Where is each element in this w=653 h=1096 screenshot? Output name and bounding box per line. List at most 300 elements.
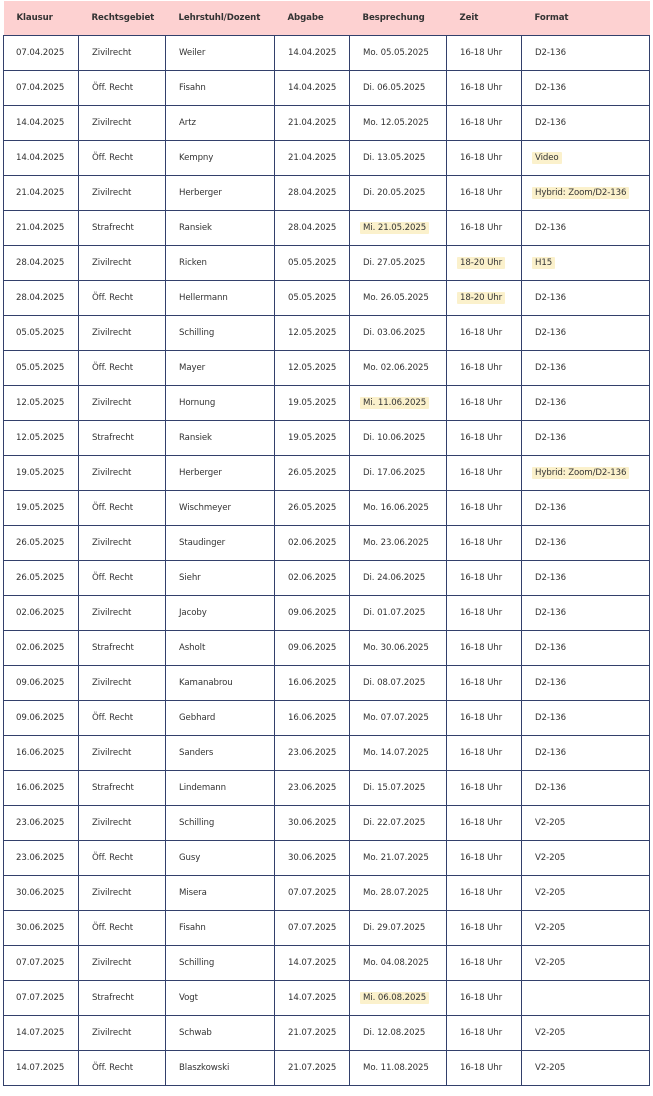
cell-rechtsgebiet [79,316,166,351]
cell-rechtsgebiet-text: Zivilrecht [92,48,132,58]
cell-dozent-text: Hellermann [179,293,228,303]
cell-besprechung-text: Di. 06.05.2025 [363,83,426,93]
cell-zeit-text: 16-18 Uhr [460,958,503,968]
schedule-table [3,1,650,1086]
cell-rechtsgebiet-text: Zivilrecht [92,468,132,478]
cell-zeit-text: 16-18 Uhr [460,538,503,548]
cell-rechtsgebiet-text: Strafrecht [92,643,134,653]
table-row [4,666,650,701]
cell-besprechung-text: Mi. 06.08.2025 [360,992,429,1004]
cell-abgabe [275,666,350,701]
cell-format [522,1051,650,1086]
cell-zeit [447,981,522,1016]
table-row [4,71,650,106]
cell-besprechung [350,141,447,176]
cell-klausur-text: 14.07.2025 [16,1063,65,1073]
cell-besprechung-text: Di. 17.06.2025 [363,468,426,478]
cell-klausur [4,876,79,911]
cell-abgabe [275,526,350,561]
cell-abgabe-text: 02.06.2025 [288,573,337,583]
cell-besprechung [350,946,447,981]
cell-rechtsgebiet-text: Öff. Recht [92,153,134,163]
cell-besprechung [350,596,447,631]
cell-abgabe-text: 30.06.2025 [288,818,337,828]
cell-rechtsgebiet-text: Öff. Recht [92,713,134,723]
cell-format-text: V2-205 [535,853,566,863]
cell-zeit-text: 18-20 Uhr [457,292,505,304]
cell-zeit [447,106,522,141]
cell-abgabe [275,1051,350,1086]
cell-rechtsgebiet [79,36,166,71]
cell-format-text: Hybrid: Zoom/D2-136 [532,467,629,479]
cell-format-text: D2-136 [535,643,566,653]
cell-abgabe-text: 26.05.2025 [288,503,337,513]
cell-besprechung-text: Mo. 26.05.2025 [363,293,429,303]
cell-zeit [447,421,522,456]
cell-dozent [166,176,275,211]
table-row [4,911,650,946]
table-row [4,351,650,386]
cell-abgabe [275,246,350,281]
cell-format-text: D2-136 [535,538,566,548]
cell-rechtsgebiet [79,106,166,141]
cell-klausur [4,596,79,631]
table-row [4,561,650,596]
cell-format-text: Hybrid: Zoom/D2-136 [532,187,629,199]
cell-abgabe [275,911,350,946]
cell-zeit-text: 16-18 Uhr [460,153,503,163]
cell-rechtsgebiet [79,246,166,281]
cell-abgabe-text: 19.05.2025 [288,433,337,443]
cell-zeit-text: 16-18 Uhr [460,643,503,653]
cell-rechtsgebiet [79,841,166,876]
cell-dozent-text: Blaszkowski [179,1063,230,1073]
cell-klausur-text: 26.05.2025 [16,573,65,583]
table-row [4,456,650,491]
table-row [4,386,650,421]
table-row [4,1016,650,1051]
cell-zeit-text: 16-18 Uhr [460,1028,503,1038]
cell-format-text: D2-136 [535,398,566,408]
cell-klausur [4,561,79,596]
cell-klausur-text: 07.07.2025 [16,993,65,1003]
cell-dozent-text: Artz [179,118,196,128]
cell-besprechung [350,841,447,876]
table-body [4,36,650,1086]
cell-rechtsgebiet [79,281,166,316]
cell-abgabe [275,631,350,666]
cell-abgabe [275,596,350,631]
cell-zeit [447,456,522,491]
cell-klausur-text: 16.06.2025 [16,783,65,793]
cell-klausur [4,141,79,176]
cell-besprechung [350,701,447,736]
cell-klausur [4,281,79,316]
cell-klausur-text: 28.04.2025 [16,258,65,268]
cell-dozent [166,106,275,141]
cell-dozent-text: Ransiek [179,223,212,233]
cell-zeit [447,876,522,911]
cell-dozent-text: Kamanabrou [179,678,233,688]
cell-format [522,981,650,1016]
cell-besprechung [350,1051,447,1086]
cell-klausur [4,246,79,281]
cell-format [522,806,650,841]
table-row [4,36,650,71]
cell-zeit-text: 16-18 Uhr [460,923,503,933]
cell-klausur [4,946,79,981]
cell-format [522,211,650,246]
cell-klausur-text: 16.06.2025 [16,748,65,758]
cell-rechtsgebiet-text: Zivilrecht [92,1028,132,1038]
cell-abgabe [275,316,350,351]
cell-dozent-text: Fisahn [179,923,206,933]
cell-format [522,631,650,666]
cell-dozent [166,211,275,246]
cell-format [522,281,650,316]
cell-dozent-text: Asholt [179,643,206,653]
cell-dozent [166,526,275,561]
header-abgabe: Abgabe [275,1,350,36]
table-row [4,981,650,1016]
cell-zeit [447,771,522,806]
cell-dozent [166,911,275,946]
cell-besprechung [350,876,447,911]
cell-zeit-text: 16-18 Uhr [460,573,503,583]
table-row [4,631,650,666]
cell-zeit [447,386,522,421]
table-row [4,806,650,841]
cell-rechtsgebiet-text: Öff. Recht [92,923,134,933]
cell-besprechung-text: Di. 29.07.2025 [363,923,426,933]
cell-zeit-text: 18-20 Uhr [457,257,505,269]
cell-abgabe [275,806,350,841]
cell-klausur-text: 07.07.2025 [16,958,65,968]
cell-rechtsgebiet [79,71,166,106]
cell-klausur-text: 14.04.2025 [16,118,65,128]
cell-rechtsgebiet [79,526,166,561]
cell-dozent [166,1016,275,1051]
cell-abgabe [275,421,350,456]
cell-zeit-text: 16-18 Uhr [460,678,503,688]
cell-zeit [447,596,522,631]
cell-abgabe-text: 14.07.2025 [288,958,337,968]
cell-rechtsgebiet-text: Zivilrecht [92,398,132,408]
table-row [4,281,650,316]
cell-dozent-text: Wischmeyer [179,503,231,513]
cell-dozent [166,1051,275,1086]
cell-format [522,561,650,596]
cell-abgabe [275,491,350,526]
cell-format [522,71,650,106]
cell-besprechung-text: Di. 24.06.2025 [363,573,426,583]
header-besprechung: Besprechung [350,1,447,36]
cell-klausur [4,666,79,701]
cell-klausur-text: 26.05.2025 [16,538,65,548]
cell-besprechung [350,386,447,421]
cell-dozent-text: Gebhard [179,713,216,723]
cell-klausur [4,806,79,841]
cell-zeit [447,36,522,71]
cell-besprechung-text: Di. 20.05.2025 [363,188,426,198]
cell-zeit-text: 16-18 Uhr [460,398,503,408]
cell-rechtsgebiet [79,771,166,806]
cell-rechtsgebiet [79,1016,166,1051]
cell-zeit [447,1016,522,1051]
cell-dozent-text: Ransiek [179,433,212,443]
cell-besprechung [350,176,447,211]
cell-rechtsgebiet [79,631,166,666]
cell-format-text: D2-136 [535,363,566,373]
cell-abgabe-text: 21.07.2025 [288,1028,337,1038]
cell-besprechung [350,351,447,386]
cell-klausur [4,421,79,456]
cell-abgabe [275,946,350,981]
cell-klausur-text: 12.05.2025 [16,398,65,408]
cell-klausur [4,841,79,876]
cell-format-text: D2-136 [535,608,566,618]
cell-rechtsgebiet [79,141,166,176]
cell-zeit [447,736,522,771]
cell-zeit [447,806,522,841]
cell-besprechung-text: Mo. 16.06.2025 [363,503,429,513]
cell-format [522,491,650,526]
cell-zeit-text: 16-18 Uhr [460,48,503,58]
cell-dozent [166,771,275,806]
cell-besprechung [350,561,447,596]
cell-abgabe [275,456,350,491]
cell-dozent [166,981,275,1016]
cell-zeit-text: 16-18 Uhr [460,818,503,828]
cell-abgabe-text: 21.04.2025 [288,153,337,163]
cell-format [522,421,650,456]
cell-zeit-text: 16-18 Uhr [460,83,503,93]
cell-rechtsgebiet-text: Öff. Recht [92,363,134,373]
cell-besprechung [350,981,447,1016]
cell-dozent [166,141,275,176]
cell-dozent [166,876,275,911]
cell-dozent [166,736,275,771]
cell-besprechung [350,106,447,141]
cell-besprechung-text: Di. 27.05.2025 [363,258,426,268]
cell-format [522,946,650,981]
cell-zeit-text: 16-18 Uhr [460,853,503,863]
cell-abgabe [275,71,350,106]
cell-abgabe-text: 16.06.2025 [288,713,337,723]
cell-dozent [166,36,275,71]
cell-format [522,666,650,701]
cell-abgabe [275,841,350,876]
cell-format-text: V2-205 [535,958,566,968]
cell-abgabe-text: 09.06.2025 [288,643,337,653]
cell-besprechung-text: Mo. 23.06.2025 [363,538,429,548]
cell-dozent-text: Herberger [179,468,222,478]
cell-rechtsgebiet [79,1051,166,1086]
cell-abgabe [275,141,350,176]
cell-klausur [4,211,79,246]
cell-zeit-text: 16-18 Uhr [460,363,503,373]
cell-besprechung [350,1016,447,1051]
cell-rechtsgebiet-text: Zivilrecht [92,538,132,548]
cell-zeit [447,561,522,596]
cell-klausur-text: 07.04.2025 [16,83,65,93]
cell-rechtsgebiet [79,421,166,456]
cell-format-text: V2-205 [535,1028,566,1038]
cell-dozent [166,281,275,316]
cell-format [522,386,650,421]
cell-abgabe-text: 14.07.2025 [288,993,337,1003]
cell-rechtsgebiet [79,596,166,631]
cell-format-text: V2-205 [535,923,566,933]
cell-klausur-text: 09.06.2025 [16,678,65,688]
cell-klausur [4,456,79,491]
cell-klausur [4,71,79,106]
cell-dozent-text: Vogt [179,993,198,1003]
cell-rechtsgebiet-text: Zivilrecht [92,818,132,828]
table-row [4,246,650,281]
schedule-table-container [3,1,649,1086]
cell-abgabe-text: 12.05.2025 [288,328,337,338]
cell-klausur [4,631,79,666]
table-row [4,211,650,246]
cell-besprechung [350,806,447,841]
cell-rechtsgebiet [79,981,166,1016]
cell-format-text: D2-136 [535,678,566,688]
cell-dozent-text: Schilling [179,328,215,338]
cell-besprechung-text: Di. 10.06.2025 [363,433,426,443]
cell-abgabe-text: 26.05.2025 [288,468,337,478]
cell-abgabe-text: 28.04.2025 [288,188,337,198]
cell-rechtsgebiet [79,351,166,386]
cell-format [522,316,650,351]
cell-zeit [447,176,522,211]
cell-format-text: V2-205 [535,1063,566,1073]
cell-rechtsgebiet-text: Öff. Recht [92,573,134,583]
cell-abgabe [275,876,350,911]
cell-besprechung [350,71,447,106]
cell-format [522,106,650,141]
cell-besprechung-text: Mi. 21.05.2025 [360,222,429,234]
cell-dozent [166,666,275,701]
cell-dozent-text: Schilling [179,818,215,828]
cell-format [522,596,650,631]
cell-besprechung-text: Mo. 21.07.2025 [363,853,429,863]
cell-format-text: H15 [532,257,555,269]
cell-klausur-text: 02.06.2025 [16,643,65,653]
cell-zeit [447,666,522,701]
table-row [4,596,650,631]
cell-rechtsgebiet [79,946,166,981]
cell-zeit [447,246,522,281]
cell-abgabe-text: 23.06.2025 [288,783,337,793]
cell-abgabe [275,736,350,771]
cell-besprechung-text: Di. 12.08.2025 [363,1028,426,1038]
table-row [4,841,650,876]
cell-besprechung-text: Mo. 14.07.2025 [363,748,429,758]
cell-dozent-text: Lindemann [179,783,226,793]
cell-klausur [4,526,79,561]
cell-dozent-text: Herberger [179,188,222,198]
cell-rechtsgebiet-text: Zivilrecht [92,678,132,688]
cell-klausur [4,491,79,526]
cell-klausur-text: 30.06.2025 [16,888,65,898]
cell-abgabe-text: 02.06.2025 [288,538,337,548]
cell-besprechung-text: Mo. 30.06.2025 [363,643,429,653]
cell-klausur-text: 21.04.2025 [16,223,65,233]
cell-format-text: D2-136 [535,293,566,303]
table-row [4,876,650,911]
cell-dozent [166,596,275,631]
cell-format-text: D2-136 [535,433,566,443]
table-row [4,526,650,561]
cell-klausur-text: 02.06.2025 [16,608,65,618]
cell-rechtsgebiet-text: Strafrecht [92,223,134,233]
cell-format [522,841,650,876]
cell-dozent-text: Fisahn [179,83,206,93]
cell-format [522,771,650,806]
table-row [4,491,650,526]
cell-besprechung-text: Mo. 11.08.2025 [363,1063,429,1073]
cell-dozent-text: Misera [179,888,207,898]
cell-zeit-text: 16-18 Uhr [460,503,503,513]
header-klausur: Klausur [4,1,79,36]
cell-dozent-text: Weiler [179,48,206,58]
cell-besprechung-text: Di. 13.05.2025 [363,153,426,163]
cell-besprechung-text: Mo. 07.07.2025 [363,713,429,723]
cell-rechtsgebiet-text: Zivilrecht [92,258,132,268]
cell-besprechung [350,246,447,281]
cell-abgabe [275,36,350,71]
cell-rechtsgebiet-text: Zivilrecht [92,188,132,198]
cell-format-text: Video [532,152,562,164]
cell-rechtsgebiet-text: Öff. Recht [92,83,134,93]
cell-besprechung [350,456,447,491]
cell-besprechung [350,526,447,561]
table-row [4,736,650,771]
cell-dozent-text: Siehr [179,573,201,583]
cell-rechtsgebiet-text: Zivilrecht [92,888,132,898]
cell-format-text: D2-136 [535,573,566,583]
cell-dozent [166,71,275,106]
cell-rechtsgebiet [79,701,166,736]
cell-abgabe [275,701,350,736]
cell-dozent-text: Mayer [179,363,206,373]
cell-dozent-text: Gusy [179,853,201,863]
header-rechtsgebiet: Rechtsgebiet [79,1,166,36]
cell-zeit [447,526,522,561]
cell-rechtsgebiet [79,176,166,211]
cell-dozent-text: Hornung [179,398,216,408]
cell-rechtsgebiet-text: Öff. Recht [92,293,134,303]
cell-besprechung [350,36,447,71]
cell-zeit-text: 16-18 Uhr [460,608,503,618]
cell-klausur [4,736,79,771]
cell-format-text: D2-136 [535,748,566,758]
cell-besprechung-text: Mi. 11.06.2025 [360,397,429,409]
cell-klausur-text: 14.04.2025 [16,153,65,163]
cell-rechtsgebiet-text: Zivilrecht [92,748,132,758]
cell-dozent-text: Staudinger [179,538,226,548]
cell-zeit-text: 16-18 Uhr [460,433,503,443]
cell-rechtsgebiet [79,386,166,421]
cell-klausur-text: 19.05.2025 [16,503,65,513]
cell-rechtsgebiet [79,911,166,946]
cell-rechtsgebiet [79,491,166,526]
cell-dozent-text: Sanders [179,748,214,758]
cell-format [522,351,650,386]
cell-abgabe-text: 05.05.2025 [288,293,337,303]
cell-format-text: D2-136 [535,503,566,513]
